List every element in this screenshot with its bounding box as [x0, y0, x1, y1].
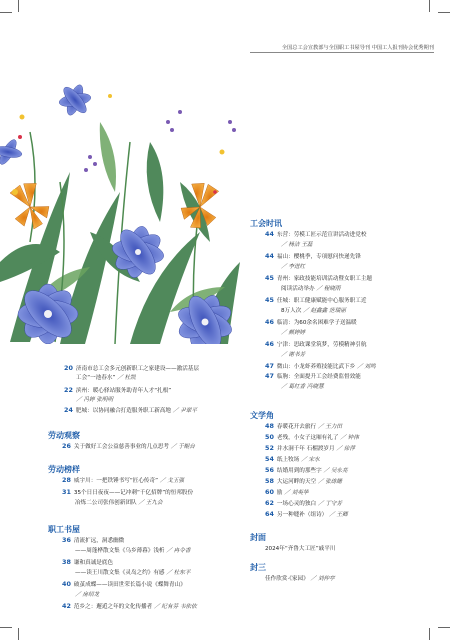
page-number: 22 — [64, 386, 73, 394]
entry-author: ／ 刘仲亭 — [310, 576, 335, 582]
entry-author: ／ 杨洁 王磊 — [281, 242, 313, 248]
entry-title: 大运河畔的天空 — [276, 479, 317, 485]
page-number: 52 — [265, 444, 274, 452]
toc-entry[interactable] — [265, 455, 320, 465]
entry-title: 破茧成蝶——读田世荣长篇小说《蝶舞青山》 — [73, 582, 186, 588]
page-number: 36 — [62, 536, 71, 544]
crop-mark — [438, 627, 450, 628]
entry-author: ／ 王卿 — [329, 512, 348, 518]
page-number: 28 — [62, 476, 71, 484]
entry-title-line2: 冶炼二公司张伟创新团队 — [75, 500, 137, 506]
section-title: 封面 — [250, 533, 266, 542]
page-number: 24 — [64, 406, 73, 414]
toc-entry[interactable] — [265, 274, 372, 284]
toc-entry[interactable] — [62, 488, 193, 498]
entry-author: ／ 于鲲台 — [170, 444, 195, 450]
entry-title: 福山：樱桃季，专项慰问快递先锋 — [276, 254, 361, 260]
toc-entry[interactable] — [265, 252, 361, 262]
entry-title: 肥城：以协同融合打造服务职工新高地 — [75, 408, 172, 414]
cover-entry[interactable]: 2024年“齐鲁大工匠”戚平川 — [265, 546, 336, 552]
entry-title-cont — [75, 568, 190, 576]
entry-title: 关于做好工会公益慈善事业的几点思考 — [73, 444, 170, 450]
page-number: 46 — [265, 318, 274, 326]
entry-author: ／ 刘英华 — [284, 490, 309, 496]
entry-title: 青州：家政技能培训活动暨女职工主题 — [276, 276, 373, 282]
entry-author: ／ 杜东平 — [166, 570, 191, 576]
page-number: 42 — [62, 602, 71, 610]
toc-entry[interactable] — [62, 442, 195, 452]
toc-entry[interactable] — [62, 476, 184, 486]
toc-entry[interactable] — [265, 499, 342, 509]
entry-author: ／ 丁守芳 — [317, 501, 343, 507]
entry-author: ／ 赵鑫鑫 范瑞丽 — [303, 308, 346, 314]
page-number: 58 — [265, 477, 274, 485]
entry-author: ／ 纪有芬 韦依依 — [154, 604, 197, 610]
page-number: 38 — [62, 558, 71, 566]
entry-title: 纸上牧场 — [276, 457, 300, 463]
entry-title: 一场心灵的独白 — [276, 501, 317, 507]
page-number: 47 — [265, 372, 274, 380]
entry-author: ／ 王九会 — [138, 500, 163, 506]
entry-title: 微山：小龙虾养殖技能比武下乡 — [276, 364, 356, 370]
entry-author: ／ 谢书芳 — [281, 352, 306, 358]
entry-author: ／ 房绍龙 — [75, 592, 100, 598]
crop-mark — [8, 628, 19, 640]
page-number: 45 — [265, 274, 274, 282]
entry-title: 任城：职工健康赋能中心服务职工近 — [276, 298, 367, 304]
toc-entry[interactable] — [265, 340, 366, 350]
entry-title: 谦和真诚是底色 — [73, 560, 114, 566]
entry-title: 佳作欣赏·《家园》 — [265, 576, 309, 582]
cover3-entry[interactable] — [265, 575, 335, 584]
entry-author: ／ 吴永亮 — [323, 468, 348, 474]
entry-author: ／ 冯婷 张明明 — [76, 397, 114, 403]
entry-title: 清流扩远，洞悉幽微 — [73, 538, 125, 544]
section-title: 工会时讯 — [250, 219, 282, 228]
entry-author: ／ 葛红香 冯晓慧 — [281, 384, 324, 390]
entry-title: 结婚用到的那些字 — [276, 468, 322, 474]
page-number: 20 — [64, 364, 73, 372]
page-number: 44 — [265, 252, 274, 260]
entry-title: 宁津：思政课堂筑梦，劳模精神引航 — [276, 342, 367, 348]
section-title: 职工书屋 — [48, 525, 80, 534]
page-number: 26 — [62, 442, 71, 450]
entry-title: 励 — [276, 490, 283, 496]
page-number: 40 — [62, 580, 71, 588]
crop-mark — [429, 0, 440, 12]
crop-mark — [8, 0, 19, 12]
entry-author: ／ 尹翠平 — [172, 408, 197, 414]
toc-entry[interactable] — [265, 466, 348, 476]
toc-entry[interactable] — [265, 230, 366, 240]
crop-mark — [0, 627, 12, 628]
section-title: 劳动观察 — [48, 431, 80, 440]
page-number: 60 — [265, 488, 274, 496]
page-number: 31 — [62, 488, 71, 496]
entry-author: ／ 李进红 — [281, 264, 306, 270]
page-number: 47 — [265, 362, 274, 370]
entry-title-cont — [75, 546, 190, 554]
entry-author: ／ 王力田 — [317, 424, 343, 430]
page-number: 46 — [265, 340, 274, 348]
toc-entry[interactable] — [265, 477, 342, 487]
entry-title-line2: ——周蓬桦散文集《乌乡薄暮》浅析 — [75, 548, 165, 554]
page-number: 62 — [265, 499, 274, 507]
entry-author: ／ 刘鸣 — [357, 364, 376, 370]
crop-mark — [0, 12, 12, 13]
entry-title: 临清：为60余名困难学子送温暖 — [276, 320, 357, 326]
toc-entry[interactable] — [62, 602, 197, 612]
toc-entry[interactable] — [265, 444, 355, 454]
entry-title: 35个日日夜夜——记冲刺“千亿招牌”的恒邦股份 — [73, 490, 194, 496]
entry-author: ／ 宋水 — [301, 457, 320, 463]
crop-mark — [438, 12, 450, 13]
entry-title: 滨州：暖心驿站服务助青年人才“扎根” — [75, 388, 172, 394]
entry-author: ／ 戈玉强 — [159, 478, 184, 484]
toc-entry[interactable] — [64, 406, 197, 416]
toc-entry[interactable] — [265, 362, 376, 372]
entry-author: ／ 颜婷婷 — [281, 330, 306, 336]
entry-title-cont — [76, 373, 136, 381]
toc-entry[interactable] — [265, 510, 348, 520]
entry-author: ／ 钟伟 — [340, 435, 359, 441]
floral-illustration — [0, 82, 244, 344]
page-number: 45 — [265, 296, 274, 304]
page-number: 56 — [265, 466, 274, 474]
crop-mark — [429, 628, 440, 640]
entry-author: ／ 徐萍 — [336, 446, 355, 452]
page-number: 44 — [265, 230, 274, 238]
page-number: 50 — [265, 433, 274, 441]
entry-title-cont — [281, 306, 346, 314]
entry-author: ／ 冉令香 — [166, 548, 191, 554]
entry-title: 另一种缝补（组诗） — [276, 512, 328, 518]
entry-title-cont — [281, 284, 341, 292]
toc-entry[interactable] — [265, 318, 357, 328]
toc-entry[interactable] — [265, 372, 361, 382]
entry-title-line2: 阅读活动举办 — [281, 286, 315, 292]
entry-title-cont — [75, 498, 162, 506]
entry-title: 并水洞千年 石榴渡岁月 — [276, 446, 335, 452]
toc-entry[interactable] — [62, 536, 124, 546]
entry-title-line2: ——读王川散文集《灵岛之约》有感 — [75, 570, 165, 576]
entry-title: 济南市总工会多元创新职工之家建设——激活基层 — [75, 366, 199, 372]
toc-entry[interactable] — [265, 488, 308, 498]
section-title: 封三 — [250, 563, 266, 572]
entry-title-line2: 工会“一池春水” — [76, 375, 116, 381]
page-number: 54 — [265, 455, 274, 463]
entry-author: ／ 张练姗 — [317, 479, 343, 485]
page-number: 64 — [265, 510, 274, 518]
toc-entry[interactable] — [265, 433, 359, 443]
entry-title-line2: 8万人次 — [281, 308, 302, 314]
section-title: 文学角 — [250, 411, 274, 420]
entry-title: 临朐：全面提升工会经费监督效能 — [276, 374, 361, 380]
entry-title: 威宇川：一把铁锤书写“匠心传奇” — [73, 478, 159, 484]
toc-entry[interactable] — [62, 558, 113, 568]
entry-title: 东营：劳模工匠示范宣讲活动进党校 — [276, 232, 367, 238]
entry-author: ／ 杜凯 — [117, 375, 136, 381]
running-header: 全国总工会宣教部与全国职工书屋导刊 中国工人报刊协会优秀期刊 — [281, 45, 434, 51]
header-rule — [250, 52, 434, 53]
toc-entry[interactable] — [265, 422, 342, 432]
section-title: 劳动榜样 — [48, 465, 80, 474]
entry-title: 范乡之：邂逅之年的文化传播者 — [73, 604, 153, 610]
entry-title: 老残，小女子这厢有礼了 — [276, 435, 339, 441]
toc-entry[interactable] — [265, 296, 366, 306]
entry-author: ／ 程晓雨 — [316, 286, 341, 292]
entry-title: 春暖花开去旅行 — [276, 424, 317, 430]
toc-entry[interactable] — [62, 580, 186, 590]
page-number: 48 — [265, 422, 274, 430]
